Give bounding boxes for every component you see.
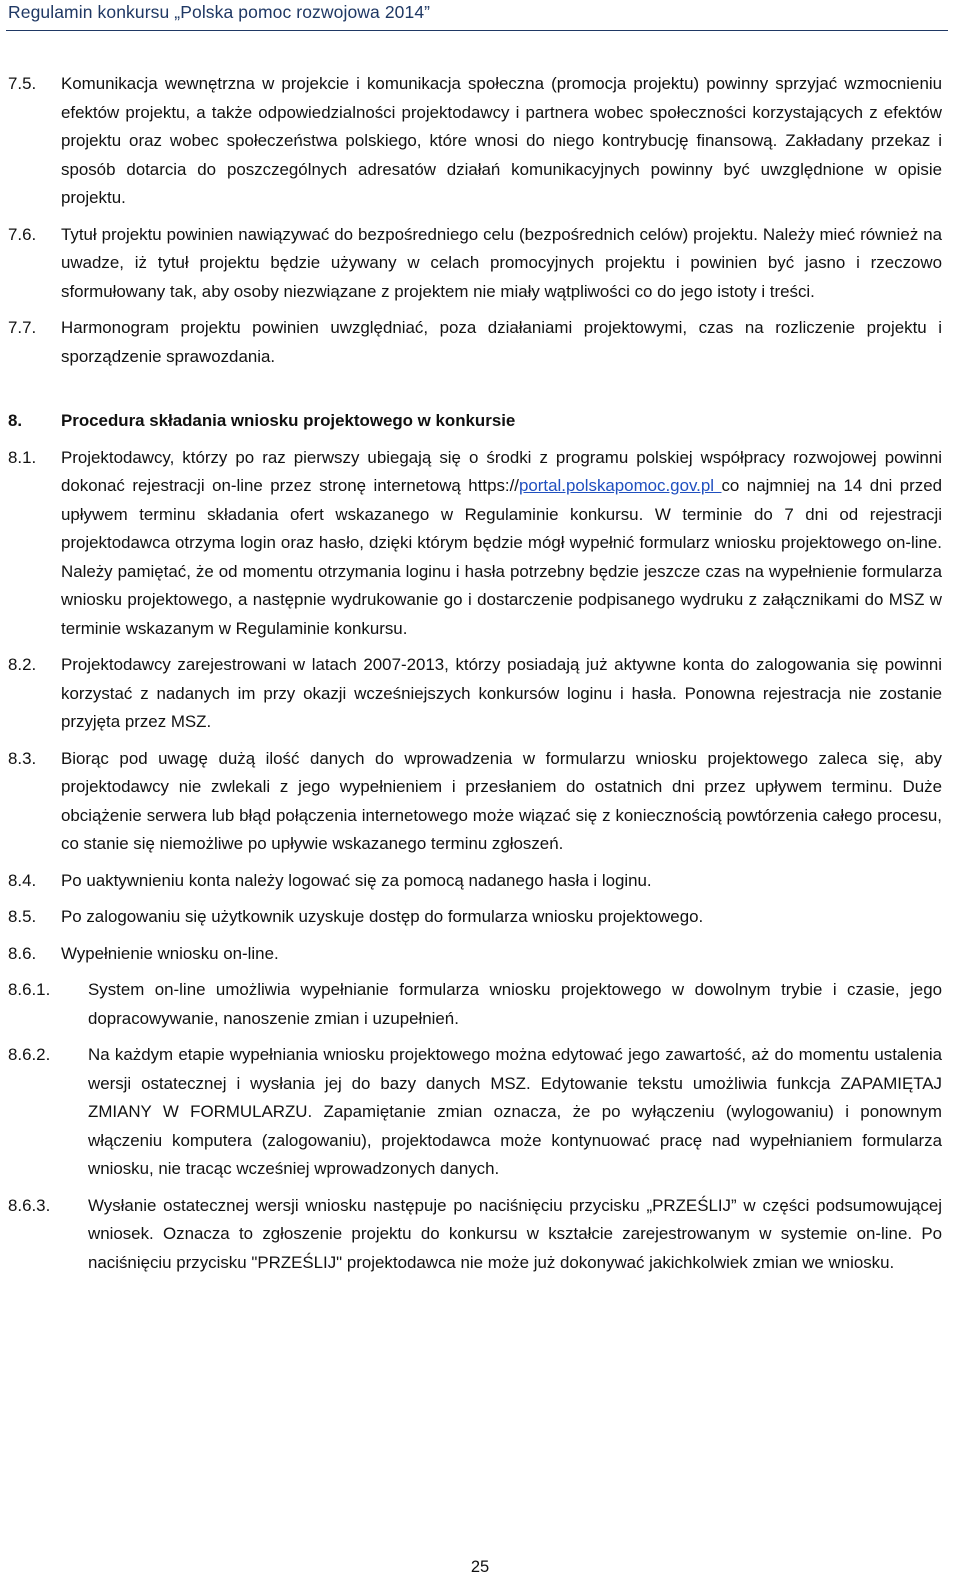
paragraph-text: Komunikacja wewnętrzna w projekcie i komunikacja społeczna (promocja projektu) powinny sprzyjać wzmocnieniu efektów projektu, a także odpowiedzialności projektodawcy i partnera wobec społeczności korzystających z efektów projektu oraz wobec społeczeństwa polskiego, które wnosi do niego kontrybucję finansową. Zakładany przekaz i sposób dotarcia do poszczególnych adresatów działań komunikacyjnych powinny być uwzględnione w opisie projektu. bbox=[61, 74, 942, 207]
paragraph-number: 7.7. bbox=[8, 318, 37, 337]
paragraph-8-6-3 bbox=[8, 1192, 942, 1278]
paragraph-8-3 bbox=[8, 745, 942, 859]
paragraph-text: Tytuł projektu powinien nawiązywać do bezpośredniego celu (bezpośrednich celów) projektu. Należy mieć również na uwadze, iż tytuł projektu będzie używany w celach promocyjnych projektu i powinien być jasno i rzeczowo sformułowany tak, aby osoby niezwiązane z projektem nie miały wątpliwości co do jego istoty i treści. bbox=[61, 224, 942, 301]
paragraph-number: 8.1. bbox=[8, 447, 37, 467]
paragraph-text-end: co najmniej na 14 dni przed upływem terminu składania ofert wskazanego w Regulaminie konkursu. W terminie do 7 dni od rejestracji projektodawca otrzyma login oraz hasło, dzięki którym będzie mógł wypełnić formularz wniosku projektowego on-line. Należy pamiętać, że od momentu otrzymania loginu i hasła potrzebny będzie jeszcze czas na wypełnienie formularza wniosku projektowego, a następnie wydrukowanie go i dostarczenie podpisanego wydruku z załącznikami do MSZ w terminie wskazanym w Regulaminie konkursu. bbox=[61, 476, 943, 638]
paragraph-text: Na każdym etapie wypełniania wniosku projektowego można edytować jego zawartość, aż do momentu ustalenia wersji ostatecznej i wysłania jej do bazy danych MSZ. Edytowanie tekstu umożliwia funkcja ZAPAMIĘTAJ ZMIANY W FORMULARZU. Zapamiętanie zmian oznacza, że po wyłączeniu (wylogowaniu) i ponownym włączeniu komputera (zalogowaniu), projektodawca może kontynuować pracę nad wypełnianiem formularza wniosku, nie tracąc wcześniej wprowadzonych danych. bbox=[88, 1045, 942, 1178]
paragraph-number: 8.6.1. bbox=[8, 980, 51, 999]
section-number: 8. bbox=[8, 411, 23, 430]
paragraph-7-5 bbox=[8, 70, 942, 213]
section-title: Procedura składania wniosku projektowego w konkursie bbox=[61, 411, 516, 430]
paragraph-7-7 bbox=[8, 314, 942, 371]
paragraph-text: Biorąc pod uwagę dużą ilość danych do wprowadzenia w formularzu wniosku projektowego zaleca się, aby projektodawcy nie zwlekali z jego wypełnieniem i przesłaniem do ostatnich dni przez upływem terminu. Duże obciążenie serwera lub błąd połączenia internetowego może wiązać się z koniecznością powtórzenia całego procesu, co stanie się niemożliwe po upływie wskazanego terminu zgłoszeń. bbox=[61, 748, 942, 853]
paragraph-text: Projektodawcy zarejestrowani w latach 2007-2013, którzy posiadają już aktywne konta do zalogowania się powinni korzystać z nadanych im przy okazji wcześniejszych konkursów loginu i hasła. Ponowna rejestracja nie zostanie przyjęta przez MSZ. bbox=[61, 655, 942, 731]
paragraph-text: Wypełnienie wniosku on-line. bbox=[61, 943, 279, 963]
portal-link[interactable]: portal.polskapomoc.gov.pl bbox=[519, 476, 722, 495]
paragraph-text: Harmonogram projektu powinien uwzględniać, poza działaniami projektowymi, czas na rozliczenie projektu i sporządzenie sprawozdania. bbox=[61, 318, 942, 366]
paragraph-text bbox=[61, 444, 942, 644]
paragraph-8-1 bbox=[8, 444, 942, 644]
page-header: Regulamin konkursu „Polska pomoc rozwojowa 2014” bbox=[8, 2, 431, 22]
section-8-heading bbox=[8, 407, 942, 436]
page-number: 25 bbox=[470, 1558, 490, 1576]
paragraph-number: 8.5. bbox=[8, 907, 37, 926]
paragraph-8-4 bbox=[8, 867, 942, 896]
paragraph-text: System on-line umożliwia wypełnianie formularza wniosku projektowego w dowolnym trybie i czasie, jego dopracowywanie, nanoszenie zmian i uzupełnień. bbox=[88, 980, 942, 1028]
paragraph-number: 7.6. bbox=[8, 224, 37, 244]
paragraph-8-5 bbox=[8, 903, 942, 932]
paragraph-number: 8.6.2. bbox=[8, 1045, 51, 1064]
paragraph-text: Wysłanie ostatecznej wersji wniosku następuje po naciśnięciu przycisku „PRZEŚLIJ” w części podsumowującej wniosek. Oznacza to zgłoszenie projektu do konkursu w kształcie zarejestrowanym w systemie on-line. Po naciśnięciu przycisku "PRZEŚLIJ" projektodawca nie może już dokonywać jakichkolwiek zmian we wniosku. bbox=[88, 1195, 942, 1272]
paragraph-number: 8.3. bbox=[8, 748, 37, 768]
paragraph-text: Po zalogowaniu się użytkownik uzyskuje dostęp do formularza wniosku projektowego. bbox=[61, 907, 704, 926]
paragraph-text-start: Projektodawcy, którzy po raz pierwszy ubiegają się o środki z programu polskiej współpracy rozwojowej powinni dokonać rejestracji on-line przez stronę internetową https:// bbox=[61, 447, 942, 495]
paragraph-number: 7.5. bbox=[8, 74, 37, 93]
paragraph-number: 8.4. bbox=[8, 870, 37, 890]
paragraph-number: 8.6. bbox=[8, 943, 37, 963]
header-divider bbox=[6, 30, 948, 31]
paragraph-8-6-2 bbox=[8, 1041, 942, 1184]
paragraph-8-6 bbox=[8, 940, 942, 969]
document-body bbox=[8, 70, 942, 1277]
paragraph-number: 8.6.3. bbox=[8, 1195, 51, 1215]
paragraph-text: Po uaktywnieniu konta należy logować się za pomocą nadanego hasła i loginu. bbox=[61, 870, 652, 890]
paragraph-8-6-1 bbox=[8, 976, 942, 1033]
paragraph-number: 8.2. bbox=[8, 655, 37, 674]
paragraph-7-6 bbox=[8, 221, 942, 307]
paragraph-8-2 bbox=[8, 651, 942, 737]
